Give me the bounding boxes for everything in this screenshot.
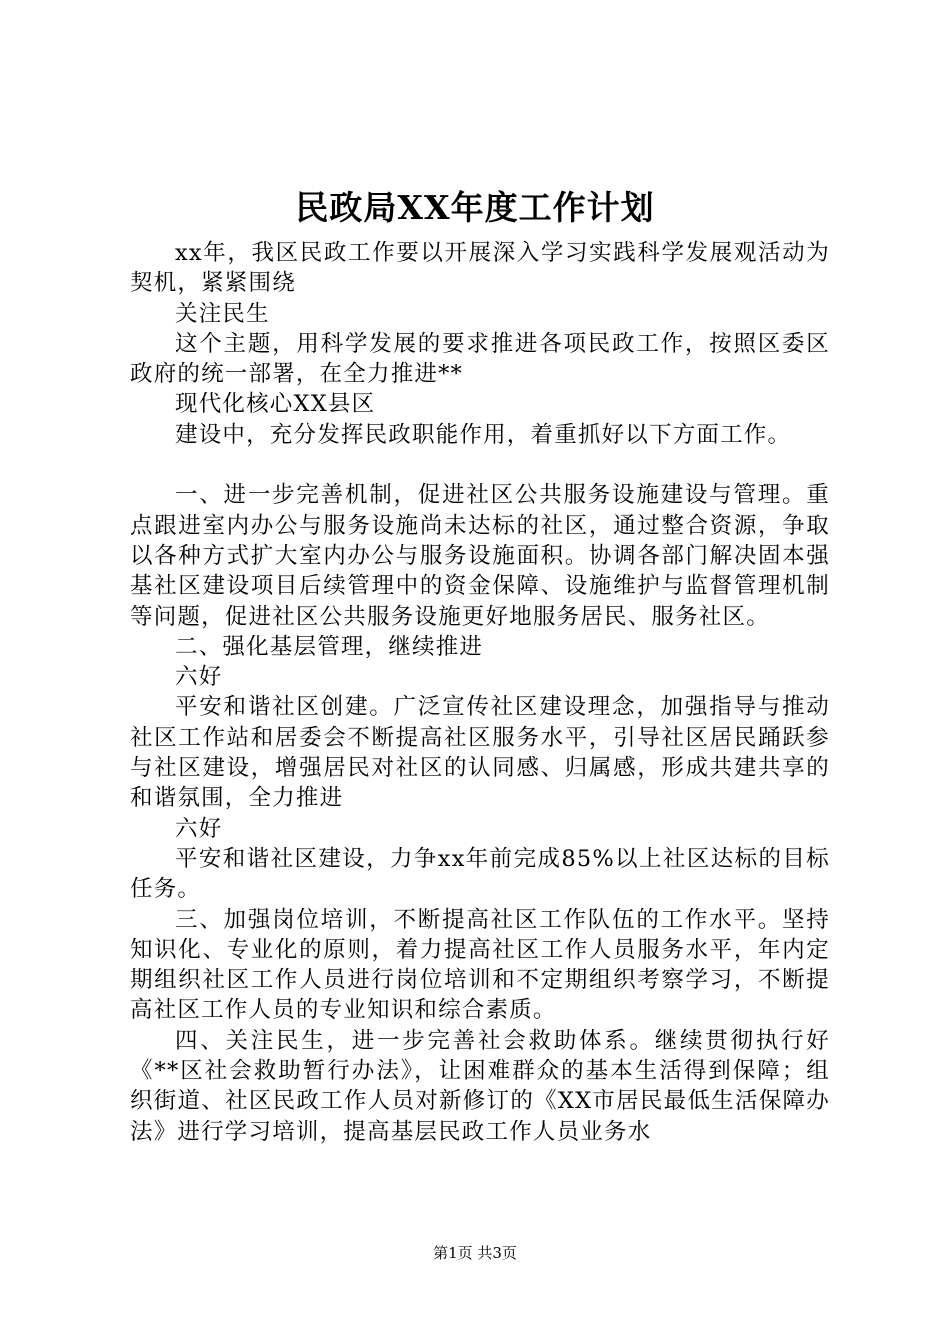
page-number-footer: 第1页 共3页 (433, 1244, 517, 1262)
paragraph-section-2-body: 平安和谐社区创建。广泛宣传社区建设理念，加强指导与推动社区工作站和居委会不断提高社区服务水平，引导社区居民踊跃参与社区建设，增强居民对社区的认同感、归属感，形成共建共享的和谐氛围，全力推进 (130, 694, 830, 812)
paragraph-intro-2: 关注民生 (175, 300, 270, 327)
paragraph-section-2-quote-2: 六好 (175, 815, 223, 842)
paragraph-section-4: 四、关注民生，进一步完善社会救助体系。继续贯彻执行好《**区社会救助暂行办法》，让困难群众的基本生活得到保障；组织街道、社区民政工作人员对新修订的《XX市居民最低生活保障办法》进行学习培训，提高基层民政工作人员业务水 (130, 1027, 830, 1145)
paragraph-section-2-goal: 平安和谐社区建设，力争xx年前完成85%以上社区达标的目标任务。 (130, 845, 830, 903)
paragraph-intro-5: 建设中，充分发挥民政职能作用，着重抓好以下方面工作。 (175, 421, 792, 448)
paragraph-section-2-quote-1: 六好 (175, 664, 223, 691)
document-body (130, 238, 830, 1147)
paragraph-spacer (130, 450, 830, 480)
paragraph-intro-3: 这个主题，用科学发展的要求推进各项民政工作，按照区委区政府的统一部署，在全力推进** (130, 330, 830, 388)
paragraph-intro-4: 现代化核心XX县区 (175, 391, 376, 418)
paragraph-section-3: 三、加强岗位培训，不断提高社区工作队伍的工作水平。坚持知识化、专业化的原则，着力提高社区工作人员服务水平，年内定期组织社区工作人员进行岗位培训和不定期组织考察学习，不断提高社区工作人员的专业知识和综合素质。 (130, 906, 830, 1024)
document-title: 民政局XX年度工作计划 (295, 188, 655, 227)
paragraph-section-2: 二、强化基层管理，继续推进 (175, 633, 484, 660)
paragraph-intro-1: xx年，我区民政工作要以开展深入学习实践科学发展观活动为契机，紧紧围绕 (130, 240, 830, 297)
paragraph-section-1: 一、进一步完善机制，促进社区公共服务设施建设与管理。重点跟进室内办公与服务设施尚未达标的社区，通过整合资源，争取以各种方式扩大室内办公与服务设施面积。协调各部门解决固本强基社区建设项目后续管理中的资金保障、设施维护与监督管理机制等问题，促进社区公共服务设施更好地服务居民、服务社区。 (130, 482, 830, 630)
